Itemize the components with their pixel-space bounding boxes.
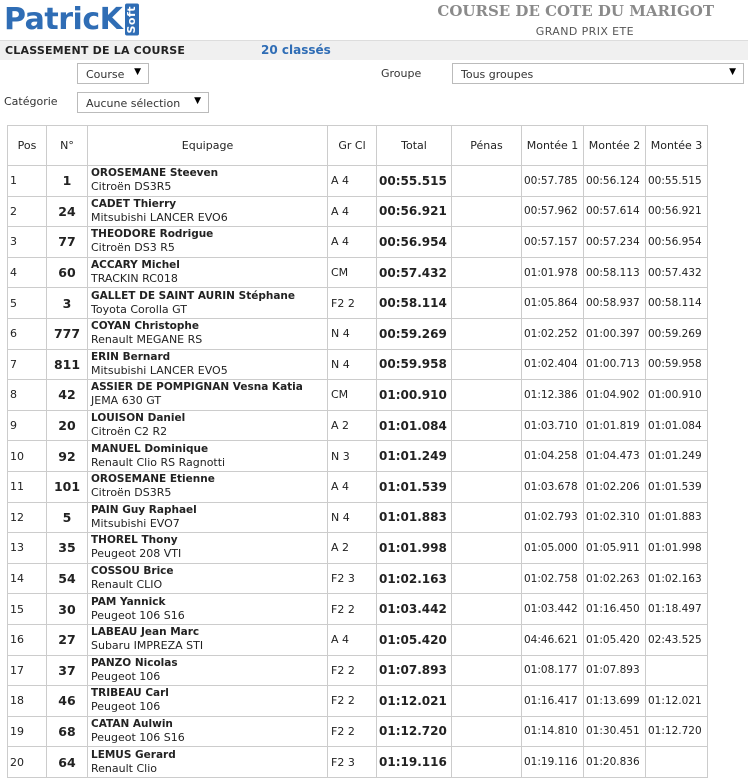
driver-name: LABEAU Jean Marc xyxy=(91,626,200,639)
classified-count: 20 classés xyxy=(261,43,331,57)
cell-run-2: 01:05.911 xyxy=(584,533,646,564)
cell-total: 01:01.998 xyxy=(377,533,452,564)
cell-run-2: 00:58.937 xyxy=(584,288,646,319)
cell-run-3: 00:55.515 xyxy=(646,166,708,197)
cell-number: 811 xyxy=(47,349,88,380)
cell-penalties xyxy=(452,624,522,655)
car-model: Toyota Corolla GT xyxy=(91,302,187,316)
cell-number: 101 xyxy=(47,471,88,502)
cell-run-1: 01:16.417 xyxy=(522,686,584,717)
cell-group-class: A 4 xyxy=(328,166,377,197)
car-model: Renault Clio RS Ragnotti xyxy=(91,455,226,469)
cell-number: 68 xyxy=(47,716,88,747)
cell-run-1: 01:02.758 xyxy=(522,563,584,594)
categorie-label: Catégorie xyxy=(4,95,58,108)
table-row xyxy=(8,747,708,778)
header-total: Total xyxy=(377,126,452,166)
cell-total: 01:01.249 xyxy=(377,441,452,472)
cell-equipage xyxy=(88,227,328,258)
results-table xyxy=(7,125,708,778)
cell-penalties xyxy=(452,563,522,594)
cell-run-2: 01:04.473 xyxy=(584,441,646,472)
header-equipage: Equipage xyxy=(88,126,328,166)
car-model: Citroën C2 R2 xyxy=(91,425,168,439)
cell-run-2: 00:57.614 xyxy=(584,196,646,227)
cell-equipage xyxy=(88,257,328,288)
header-number: N° xyxy=(47,126,88,166)
cell-run-3: 01:01.249 xyxy=(646,441,708,472)
cell-penalties xyxy=(452,747,522,778)
cell-equipage xyxy=(88,747,328,778)
categorie-select-value: Aucune sélection xyxy=(86,97,181,110)
table-row xyxy=(8,502,708,533)
car-model: Peugeot 106 xyxy=(91,669,161,683)
table-row xyxy=(8,380,708,411)
cell-pos: 13 xyxy=(8,533,47,564)
cell-pos: 5 xyxy=(8,288,47,319)
cell-equipage xyxy=(88,318,328,349)
cell-group-class: N 4 xyxy=(328,502,377,533)
car-model: Mitsubishi EVO7 xyxy=(91,516,180,530)
cell-run-2: 01:30.451 xyxy=(584,716,646,747)
cell-number: 3 xyxy=(47,288,88,319)
driver-name: CADET Thierry xyxy=(91,197,177,210)
table-row xyxy=(8,624,708,655)
cell-group-class: F2 3 xyxy=(328,563,377,594)
brand-logo xyxy=(4,0,139,40)
cell-total: 00:59.269 xyxy=(377,318,452,349)
cell-group-class: CM xyxy=(328,380,377,411)
cell-run-3: 02:43.525 xyxy=(646,624,708,655)
cell-number: 64 xyxy=(47,747,88,778)
cell-group-class: N 3 xyxy=(328,441,377,472)
cell-penalties xyxy=(452,410,522,441)
driver-name: MANUEL Dominique xyxy=(91,442,209,455)
cell-run-1: 01:02.793 xyxy=(522,502,584,533)
cell-run-3: 00:59.269 xyxy=(646,318,708,349)
cell-penalties xyxy=(452,686,522,717)
cell-run-2: 01:20.836 xyxy=(584,747,646,778)
car-model: Peugeot 208 VTI xyxy=(91,547,182,561)
cell-total: 01:01.883 xyxy=(377,502,452,533)
table-row xyxy=(8,533,708,564)
cell-pos: 1 xyxy=(8,166,47,197)
cell-number: 30 xyxy=(47,594,88,625)
cell-run-3: 01:01.883 xyxy=(646,502,708,533)
car-model: Subaru IMPREZA STI xyxy=(91,639,204,653)
car-model: TRACKIN RC018 xyxy=(91,272,178,286)
driver-name: COSSOU Brice xyxy=(91,565,174,578)
cell-run-3: 01:01.998 xyxy=(646,533,708,564)
cell-equipage xyxy=(88,166,328,197)
groupe-select[interactable] xyxy=(452,63,744,84)
chevron-down-icon: ▼ xyxy=(729,67,736,77)
cell-run-1: 01:03.710 xyxy=(522,410,584,441)
cell-total: 00:57.432 xyxy=(377,257,452,288)
cell-number: 777 xyxy=(47,318,88,349)
cell-penalties xyxy=(452,655,522,686)
cell-run-3: 01:01.084 xyxy=(646,410,708,441)
cell-number: 54 xyxy=(47,563,88,594)
table-row xyxy=(8,594,708,625)
table-row xyxy=(8,471,708,502)
cell-run-2: 00:56.124 xyxy=(584,166,646,197)
cell-run-1: 01:03.442 xyxy=(522,594,584,625)
cell-penalties xyxy=(452,196,522,227)
car-model: Peugeot 106 S16 xyxy=(91,608,185,622)
cell-run-1: 01:12.386 xyxy=(522,380,584,411)
logo-side-text: Soft xyxy=(125,6,139,34)
cell-penalties xyxy=(452,380,522,411)
cell-pos: 6 xyxy=(8,318,47,349)
cell-total: 00:56.921 xyxy=(377,196,452,227)
cell-equipage xyxy=(88,502,328,533)
cell-equipage xyxy=(88,196,328,227)
cell-run-3 xyxy=(646,655,708,686)
driver-name: ERIN Bernard xyxy=(91,350,171,363)
cell-pos: 7 xyxy=(8,349,47,380)
cell-run-1: 01:14.810 xyxy=(522,716,584,747)
cell-run-1: 01:04.258 xyxy=(522,441,584,472)
cell-total: 00:55.515 xyxy=(377,166,452,197)
cell-group-class: F2 2 xyxy=(328,655,377,686)
cell-pos: 10 xyxy=(8,441,47,472)
car-model: Citroën DS3R5 xyxy=(91,486,172,500)
view-select-value: Course xyxy=(86,68,125,81)
cell-equipage xyxy=(88,349,328,380)
logo-text: PatricK xyxy=(4,2,123,37)
header-group-class: Gr Cl xyxy=(328,126,377,166)
table-header-row xyxy=(8,126,708,166)
cell-equipage xyxy=(88,288,328,319)
cell-group-class: A 2 xyxy=(328,533,377,564)
cell-number: 60 xyxy=(47,257,88,288)
car-model: Citroën DS3R5 xyxy=(91,180,172,194)
table-row xyxy=(8,410,708,441)
cell-pos: 9 xyxy=(8,410,47,441)
car-model: Renault Clio xyxy=(91,761,157,775)
cell-penalties xyxy=(452,349,522,380)
groupe-select-value: Tous groupes xyxy=(461,68,534,81)
cell-group-class: A 2 xyxy=(328,410,377,441)
cell-group-class: A 4 xyxy=(328,624,377,655)
cell-run-2: 01:05.420 xyxy=(584,624,646,655)
cell-run-1: 01:05.000 xyxy=(522,533,584,564)
cell-run-2: 01:02.206 xyxy=(584,471,646,502)
cell-penalties xyxy=(452,533,522,564)
cell-total: 01:02.163 xyxy=(377,563,452,594)
groupe-label: Groupe xyxy=(381,67,422,80)
cell-run-3: 01:18.497 xyxy=(646,594,708,625)
driver-name: PANZO Nicolas xyxy=(91,656,178,669)
cell-pos: 17 xyxy=(8,655,47,686)
driver-name: PAM Yannick xyxy=(91,595,166,608)
event-title: COURSE DE COTE DU MARIGOT xyxy=(437,2,714,20)
cell-total: 00:56.954 xyxy=(377,227,452,258)
cell-equipage xyxy=(88,655,328,686)
car-model: Renault CLIO xyxy=(91,578,163,592)
cell-equipage xyxy=(88,624,328,655)
header-run-1: Montée 1 xyxy=(522,126,584,166)
cell-run-2: 01:16.450 xyxy=(584,594,646,625)
table-row xyxy=(8,563,708,594)
cell-total: 01:01.539 xyxy=(377,471,452,502)
cell-penalties xyxy=(452,716,522,747)
cell-run-1: 01:05.864 xyxy=(522,288,584,319)
cell-penalties xyxy=(452,471,522,502)
cell-pos: 12 xyxy=(8,502,47,533)
table-row xyxy=(8,716,708,747)
car-model: Renault MEGANE RS xyxy=(91,333,203,347)
table-row xyxy=(8,441,708,472)
cell-run-1: 01:19.116 xyxy=(522,747,584,778)
table-row xyxy=(8,349,708,380)
cell-pos: 2 xyxy=(8,196,47,227)
cell-pos: 8 xyxy=(8,380,47,411)
cell-run-3: 01:01.539 xyxy=(646,471,708,502)
driver-name: CATAN Aulwin xyxy=(91,717,173,730)
cell-number: 92 xyxy=(47,441,88,472)
cell-penalties xyxy=(452,318,522,349)
car-model: Mitsubishi LANCER EVO5 xyxy=(91,363,228,377)
cell-run-2: 00:57.234 xyxy=(584,227,646,258)
cell-group-class: F2 3 xyxy=(328,747,377,778)
cell-equipage xyxy=(88,533,328,564)
table-row xyxy=(8,227,708,258)
cell-equipage xyxy=(88,594,328,625)
ranking-banner xyxy=(0,40,748,60)
cell-run-3: 01:02.163 xyxy=(646,563,708,594)
cell-run-2: 01:13.699 xyxy=(584,686,646,717)
driver-name: TRIBEAU Carl xyxy=(91,687,169,700)
cell-pos: 20 xyxy=(8,747,47,778)
cell-penalties xyxy=(452,257,522,288)
driver-name: ACCARY Michel xyxy=(91,259,180,272)
cell-total: 01:12.720 xyxy=(377,716,452,747)
cell-equipage xyxy=(88,471,328,502)
cell-run-3: 00:57.432 xyxy=(646,257,708,288)
cell-group-class: CM xyxy=(328,257,377,288)
cell-run-1: 00:57.157 xyxy=(522,227,584,258)
car-model: Mitsubishi LANCER EVO6 xyxy=(91,210,228,224)
cell-run-1: 01:02.404 xyxy=(522,349,584,380)
driver-name: OROSEMANE Etienne xyxy=(91,473,215,486)
cell-group-class: A 4 xyxy=(328,471,377,502)
cell-penalties xyxy=(452,441,522,472)
cell-group-class: F2 2 xyxy=(328,594,377,625)
cell-total: 01:01.084 xyxy=(377,410,452,441)
driver-name: THEODORE Rodrigue xyxy=(91,228,214,241)
table-row xyxy=(8,686,708,717)
chevron-down-icon: ▼ xyxy=(194,96,201,106)
cell-total: 00:59.958 xyxy=(377,349,452,380)
driver-name: ASSIER DE POMPIGNAN Vesna Katia xyxy=(91,381,303,394)
table-row xyxy=(8,655,708,686)
cell-run-2: 01:04.902 xyxy=(584,380,646,411)
cell-number: 20 xyxy=(47,410,88,441)
cell-run-2: 01:00.713 xyxy=(584,349,646,380)
cell-run-3: 01:00.910 xyxy=(646,380,708,411)
driver-name: PAIN Guy Raphael xyxy=(91,503,197,516)
cell-run-2: 01:02.310 xyxy=(584,502,646,533)
cell-group-class: F2 2 xyxy=(328,288,377,319)
cell-pos: 19 xyxy=(8,716,47,747)
header-pos: Pos xyxy=(8,126,47,166)
cell-number: 27 xyxy=(47,624,88,655)
categorie-select[interactable] xyxy=(77,92,209,113)
cell-run-1: 01:01.978 xyxy=(522,257,584,288)
cell-run-1: 01:03.678 xyxy=(522,471,584,502)
cell-total: 01:00.910 xyxy=(377,380,452,411)
cell-number: 5 xyxy=(47,502,88,533)
cell-pos: 11 xyxy=(8,471,47,502)
cell-equipage xyxy=(88,563,328,594)
view-select[interactable] xyxy=(77,63,149,84)
cell-total: 01:12.021 xyxy=(377,686,452,717)
cell-run-2: 00:58.113 xyxy=(584,257,646,288)
cell-number: 35 xyxy=(47,533,88,564)
header-run-2: Montée 2 xyxy=(584,126,646,166)
cell-number: 24 xyxy=(47,196,88,227)
driver-name: LEMUS Gerard xyxy=(91,748,176,761)
cell-penalties xyxy=(452,227,522,258)
cell-run-1: 01:02.252 xyxy=(522,318,584,349)
table-row xyxy=(8,288,708,319)
event-subtitle: GRAND PRIX ETE xyxy=(535,25,634,38)
cell-equipage xyxy=(88,686,328,717)
header-penalties: Pénas xyxy=(452,126,522,166)
chevron-down-icon: ▼ xyxy=(134,67,141,77)
driver-name: OROSEMANE Steeven xyxy=(91,167,219,180)
cell-run-2: 01:07.893 xyxy=(584,655,646,686)
cell-penalties xyxy=(452,594,522,625)
cell-number: 46 xyxy=(47,686,88,717)
cell-group-class: A 4 xyxy=(328,227,377,258)
cell-run-1: 00:57.962 xyxy=(522,196,584,227)
cell-run-2: 01:02.263 xyxy=(584,563,646,594)
car-model: Peugeot 106 S16 xyxy=(91,730,185,744)
table-row xyxy=(8,166,708,197)
cell-total: 01:19.116 xyxy=(377,747,452,778)
cell-pos: 4 xyxy=(8,257,47,288)
cell-number: 1 xyxy=(47,166,88,197)
cell-run-1: 01:08.177 xyxy=(522,655,584,686)
driver-name: COYAN Christophe xyxy=(91,320,199,333)
cell-run-2: 01:01.819 xyxy=(584,410,646,441)
cell-group-class: N 4 xyxy=(328,349,377,380)
ranking-title: CLASSEMENT DE LA COURSE xyxy=(5,44,186,57)
cell-run-2: 01:00.397 xyxy=(584,318,646,349)
driver-name: THOREL Thony xyxy=(91,534,178,547)
cell-pos: 15 xyxy=(8,594,47,625)
header-run-3: Montée 3 xyxy=(646,126,708,166)
cell-number: 37 xyxy=(47,655,88,686)
car-model: Citroën DS3 R5 xyxy=(91,241,175,255)
cell-run-1: 00:57.785 xyxy=(522,166,584,197)
cell-equipage xyxy=(88,716,328,747)
cell-group-class: A 4 xyxy=(328,196,377,227)
cell-group-class: F2 2 xyxy=(328,686,377,717)
cell-pos: 18 xyxy=(8,686,47,717)
car-model: Peugeot 106 xyxy=(91,700,161,714)
cell-penalties xyxy=(452,288,522,319)
cell-total: 01:03.442 xyxy=(377,594,452,625)
cell-run-3 xyxy=(646,747,708,778)
cell-number: 42 xyxy=(47,380,88,411)
cell-run-3: 00:56.954 xyxy=(646,227,708,258)
cell-total: 01:07.893 xyxy=(377,655,452,686)
driver-name: GALLET DE SAINT AURIN Stéphane xyxy=(91,289,296,302)
cell-equipage xyxy=(88,410,328,441)
cell-total: 00:58.114 xyxy=(377,288,452,319)
cell-equipage xyxy=(88,441,328,472)
cell-number: 77 xyxy=(47,227,88,258)
cell-pos: 3 xyxy=(8,227,47,258)
cell-run-3: 01:12.720 xyxy=(646,716,708,747)
table-row xyxy=(8,318,708,349)
cell-run-3: 00:58.114 xyxy=(646,288,708,319)
cell-group-class: N 4 xyxy=(328,318,377,349)
cell-pos: 16 xyxy=(8,624,47,655)
cell-run-1: 04:46.621 xyxy=(522,624,584,655)
cell-run-3: 00:56.921 xyxy=(646,196,708,227)
cell-equipage xyxy=(88,380,328,411)
table-row xyxy=(8,196,708,227)
cell-run-3: 01:12.021 xyxy=(646,686,708,717)
cell-penalties xyxy=(452,502,522,533)
driver-name: LOUISON Daniel xyxy=(91,412,186,425)
cell-total: 01:05.420 xyxy=(377,624,452,655)
table-row xyxy=(8,257,708,288)
cell-pos: 14 xyxy=(8,563,47,594)
cell-run-3: 00:59.958 xyxy=(646,349,708,380)
car-model: JEMA 630 GT xyxy=(91,394,162,408)
cell-group-class: F2 2 xyxy=(328,716,377,747)
cell-penalties xyxy=(452,166,522,197)
